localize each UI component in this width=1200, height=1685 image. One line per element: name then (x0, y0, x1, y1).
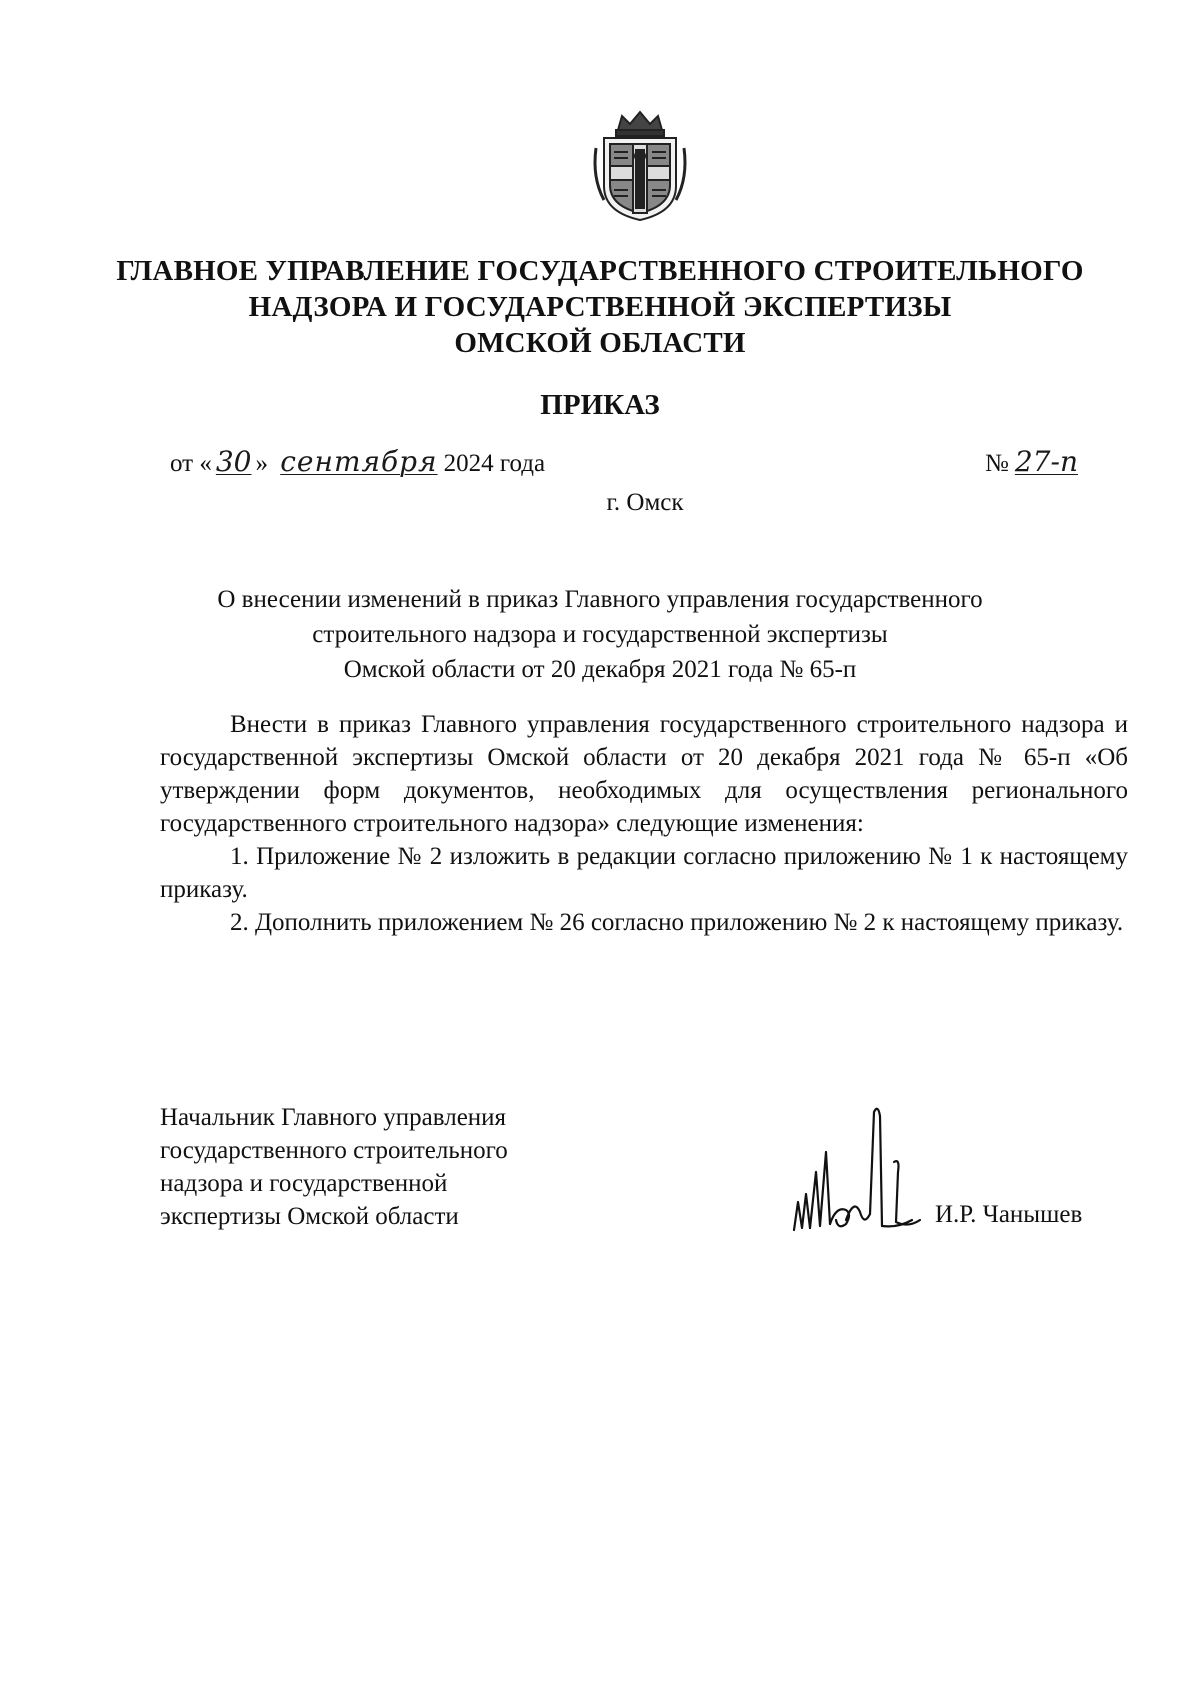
header-line-3: ОМСКОЙ ОБЛАСТИ (454, 327, 746, 359)
body-paragraph-item-1: 1. Приложение № 2 изложить в редакции согласно приложению № 1 к настоящему приказу. (160, 843, 1128, 903)
order-subject (150, 582, 1050, 687)
order-title: ПРИКАЗ (540, 389, 660, 421)
header-line-1: ГЛАВНОЕ УПРАВЛЕНИЕ ГОСУДАРСТВЕННОГО СТРОИТЕЛЬНОГО (116, 255, 1084, 287)
header-line-2: НАДЗОРА И ГОСУДАРСТВЕННОЙ ЭКСПЕРТИЗЫ (248, 291, 952, 323)
number-value-handwritten: 27-п (1014, 445, 1078, 478)
signer-position (160, 1101, 680, 1233)
organization-header (100, 253, 1100, 361)
order-date (170, 446, 545, 480)
order-body (160, 708, 1128, 939)
order-city: г. Омск (606, 489, 684, 516)
subject-line-1: О внесении изменений в приказ Главного управления государственного (217, 586, 983, 613)
signature-icon (788, 1102, 928, 1242)
signer-position-line-1: Начальник Главного управления (160, 1104, 507, 1131)
date-month-handwritten: сентября (280, 445, 438, 478)
subject-line-3: Омской области от 20 декабря 2021 года № 65-п (343, 656, 857, 683)
date-day-handwritten: 30 (215, 445, 252, 478)
subject-line-2: строительного надзора и государственной экспертизы (312, 621, 888, 648)
body-paragraph-item-2: 2. Дополнить приложением № 26 согласно приложению № 2 к настоящему приказу. (230, 909, 1124, 936)
signer-name: И.Р. Чанышев (935, 1201, 1083, 1228)
body-paragraph-intro: Внести в приказ Главного управления государственного строительного надзора и государственной экспертизы Омской области от 20 декабря 2021 года № 65-п «Об утверждении форм документов, необходимых для осуществления регионального государственного строительного надзора» следующие изменения: (160, 711, 1128, 837)
date-mid: » (255, 450, 268, 477)
number-prefix: № (985, 450, 1009, 477)
signer-position-line-3: надзора и государственной (160, 1170, 448, 1197)
date-prefix: от « (170, 450, 212, 477)
signer-position-line-2: государственного строительного (160, 1137, 508, 1164)
coat-of-arms-icon (590, 108, 690, 224)
signer-position-line-4: экспертизы Омской области (160, 1203, 459, 1230)
date-suffix: 2024 года (443, 450, 546, 477)
order-number (985, 446, 1115, 480)
